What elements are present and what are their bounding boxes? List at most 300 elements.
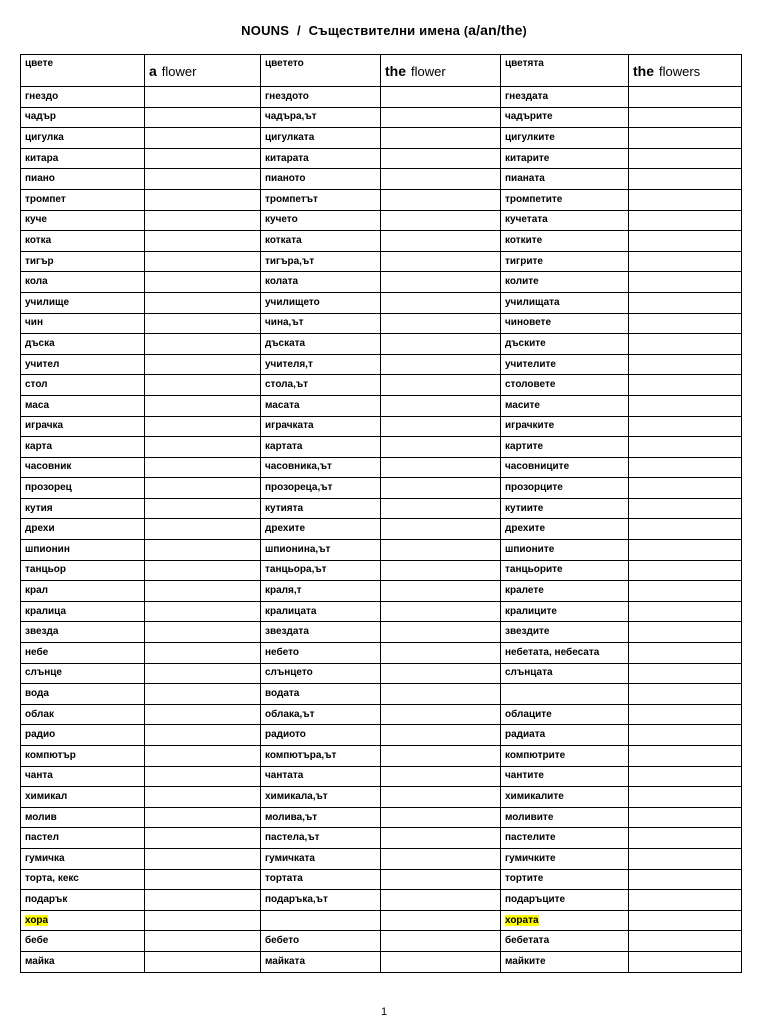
cell-english-plural[interactable]: [629, 148, 742, 169]
cell-plural: [501, 107, 629, 128]
cell-plural-text: компютрите: [505, 749, 566, 761]
cell-singular-text: молив: [25, 811, 57, 823]
cell-english-definite[interactable]: [381, 890, 501, 911]
header-article-the: the: [385, 62, 406, 79]
page-title: [0, 22, 768, 38]
cell-english-plural[interactable]: [629, 581, 742, 602]
cell-singular-text: чин: [25, 317, 43, 329]
cell-english-plural[interactable]: [629, 334, 742, 355]
cell-english-definite[interactable]: [381, 560, 501, 581]
cell-english-plural[interactable]: [629, 478, 742, 499]
cell-singular-text: играчка: [25, 420, 64, 432]
cell-singular-text: маса: [25, 399, 50, 411]
cell-english-plural[interactable]: [629, 437, 742, 458]
cell-definite-text: чадъра,ът: [265, 111, 317, 123]
cell-english-indefinite[interactable]: [145, 231, 261, 252]
cell-singular-text: тромпет: [25, 193, 66, 205]
cell-plural-text: тигрите: [505, 255, 543, 267]
cell-singular-text: компютър: [25, 749, 76, 761]
cell-english-definite[interactable]: [381, 437, 501, 458]
cell-english-definite[interactable]: [381, 684, 501, 705]
cell-singular-text: небе: [25, 646, 49, 658]
cell-english-indefinite[interactable]: [145, 581, 261, 602]
cell-english-definite[interactable]: [381, 498, 501, 519]
cell-english-plural[interactable]: [629, 684, 742, 705]
title-articles: a/an/the: [468, 22, 523, 38]
cell-english-definite[interactable]: [381, 189, 501, 210]
cell-singular-text: химикал: [25, 790, 68, 802]
cell-singular: [21, 622, 145, 643]
cell-plural-text: дрехите: [505, 523, 546, 535]
table-row: [21, 746, 742, 767]
cell-singular-text: гнездо: [25, 90, 59, 102]
cell-english-plural[interactable]: [629, 498, 742, 519]
cell-english-definite[interactable]: [381, 107, 501, 128]
cell-english-definite[interactable]: [381, 787, 501, 808]
cell-definite-text: молива,ът: [265, 811, 318, 823]
cell-english-indefinite[interactable]: [145, 354, 261, 375]
cell-singular: [21, 107, 145, 128]
table-row: [21, 581, 742, 602]
cell-english-plural[interactable]: [629, 746, 742, 767]
header-english-indefinite: [145, 55, 261, 87]
header-article-the-2: the: [633, 62, 654, 79]
table-row: [21, 375, 742, 396]
cell-definite: [261, 684, 381, 705]
cell-singular: [21, 704, 145, 725]
cell-plural: [501, 766, 629, 787]
cell-plural-text: гнездата: [505, 90, 549, 102]
cell-singular: [21, 210, 145, 231]
cell-english-indefinite[interactable]: [145, 725, 261, 746]
cell-plural-text: небетата, небесата: [505, 646, 600, 658]
cell-plural: [501, 169, 629, 190]
cell-singular: [21, 478, 145, 499]
cell-english-plural[interactable]: [629, 540, 742, 561]
cell-english-plural[interactable]: [629, 622, 742, 643]
cell-definite-text: слънцето: [265, 667, 313, 679]
table-row: [21, 231, 742, 252]
table-row: [21, 272, 742, 293]
cell-english-indefinite[interactable]: [145, 416, 261, 437]
cell-english-indefinite[interactable]: [145, 313, 261, 334]
cell-singular: [21, 581, 145, 602]
cell-english-plural[interactable]: [629, 457, 742, 478]
cell-english-plural[interactable]: [629, 210, 742, 231]
table-row: [21, 787, 742, 808]
cell-english-indefinite[interactable]: [145, 931, 261, 952]
cell-english-plural[interactable]: [629, 807, 742, 828]
cell-plural-text: котките: [505, 234, 543, 246]
cell-english-indefinite[interactable]: [145, 457, 261, 478]
cell-english-indefinite[interactable]: [145, 148, 261, 169]
cell-singular: [21, 189, 145, 210]
cell-english-indefinite[interactable]: [145, 189, 261, 210]
cell-singular-text: училище: [25, 296, 70, 308]
cell-english-indefinite[interactable]: [145, 848, 261, 869]
cell-english-definite[interactable]: [381, 313, 501, 334]
cell-english-definite[interactable]: [381, 704, 501, 725]
cell-english-indefinite[interactable]: [145, 807, 261, 828]
cell-singular: [21, 375, 145, 396]
cell-english-plural[interactable]: [629, 128, 742, 149]
cell-singular-text: котка: [25, 234, 52, 246]
cell-definite-text: китарата: [265, 152, 309, 164]
cell-english-plural[interactable]: [629, 189, 742, 210]
cell-definite: [261, 128, 381, 149]
cell-plural-text: звездите: [505, 626, 550, 638]
cell-plural-text: китарите: [505, 152, 550, 164]
cell-singular: [21, 601, 145, 622]
cell-english-plural[interactable]: [629, 169, 742, 190]
cell-definite: [261, 910, 381, 931]
cell-english-definite[interactable]: [381, 519, 501, 540]
cell-singular-text: вода: [25, 688, 49, 700]
table-row: [21, 478, 742, 499]
cell-english-indefinite[interactable]: [145, 128, 261, 149]
cell-english-definite[interactable]: [381, 354, 501, 375]
cell-english-plural[interactable]: [629, 313, 742, 334]
table-row: [21, 643, 742, 664]
cell-english-plural[interactable]: [629, 272, 742, 293]
cell-english-definite[interactable]: [381, 848, 501, 869]
title-paren-open: (: [463, 24, 469, 38]
cell-english-indefinite[interactable]: [145, 622, 261, 643]
cell-plural-text: слънцата: [505, 667, 553, 679]
cell-singular-text: майка: [25, 955, 55, 967]
cell-singular: [21, 416, 145, 437]
cell-english-definite[interactable]: [381, 128, 501, 149]
cell-definite-text: играчката: [265, 420, 314, 432]
cell-english-indefinite[interactable]: [145, 787, 261, 808]
cell-plural: [501, 663, 629, 684]
table-row: [21, 292, 742, 313]
table-row: [21, 107, 742, 128]
cell-definite-text: чина,ът: [265, 317, 304, 329]
cell-english-definite[interactable]: [381, 540, 501, 561]
cell-english-definite[interactable]: [381, 828, 501, 849]
cell-english-indefinite[interactable]: [145, 519, 261, 540]
cell-english-plural[interactable]: [629, 375, 742, 396]
cell-english-definite[interactable]: [381, 910, 501, 931]
cell-plural: [501, 334, 629, 355]
cell-plural: [501, 375, 629, 396]
cell-english-indefinite[interactable]: [145, 210, 261, 231]
cell-english-plural[interactable]: [629, 725, 742, 746]
title-paren-close: ): [522, 24, 527, 38]
cell-english-definite[interactable]: [381, 87, 501, 108]
table-row: [21, 210, 742, 231]
cell-definite-text: майката: [265, 955, 305, 967]
cell-english-indefinite[interactable]: [145, 251, 261, 272]
cell-english-plural[interactable]: [629, 354, 742, 375]
cell-definite: [261, 272, 381, 293]
cell-english-definite[interactable]: [381, 622, 501, 643]
cell-english-indefinite[interactable]: [145, 292, 261, 313]
cell-definite: [261, 437, 381, 458]
nouns-table: [20, 54, 742, 973]
cell-plural: [501, 910, 629, 931]
cell-definite: [261, 540, 381, 561]
cell-plural: [501, 313, 629, 334]
cell-english-definite[interactable]: [381, 746, 501, 767]
cell-english-definite[interactable]: [381, 375, 501, 396]
table-row: [21, 313, 742, 334]
cell-singular-text: дъска: [25, 337, 55, 349]
cell-singular: [21, 251, 145, 272]
cell-plural: [501, 519, 629, 540]
cell-definite-text: подаръка,ът: [265, 893, 328, 905]
cell-english-definite[interactable]: [381, 478, 501, 499]
cell-singular-text: звезда: [25, 626, 59, 638]
cell-english-plural[interactable]: [629, 704, 742, 725]
cell-english-plural[interactable]: [629, 910, 742, 931]
cell-english-definite[interactable]: [381, 725, 501, 746]
cell-singular-text: часовник: [25, 461, 72, 473]
cell-definite: [261, 519, 381, 540]
cell-definite: [261, 169, 381, 190]
table-row: [21, 540, 742, 561]
cell-english-definite[interactable]: [381, 869, 501, 890]
cell-english-indefinite[interactable]: [145, 910, 261, 931]
cell-plural: [501, 87, 629, 108]
cell-english-definite[interactable]: [381, 210, 501, 231]
cell-singular: [21, 128, 145, 149]
cell-english-indefinite[interactable]: [145, 869, 261, 890]
header-plural: цветята: [501, 55, 629, 87]
cell-english-plural[interactable]: [629, 560, 742, 581]
cell-english-definite[interactable]: [381, 581, 501, 602]
cell-english-definite[interactable]: [381, 601, 501, 622]
cell-singular-text: китара: [25, 152, 59, 164]
cell-definite-text: звездата: [265, 626, 309, 638]
cell-definite-text: дрехите: [265, 523, 306, 535]
cell-singular-text: карта: [25, 440, 53, 452]
cell-singular: [21, 787, 145, 808]
cell-english-plural[interactable]: [629, 601, 742, 622]
cell-english-definite[interactable]: [381, 231, 501, 252]
cell-plural: [501, 231, 629, 252]
table-row: [21, 189, 742, 210]
cell-english-plural[interactable]: [629, 395, 742, 416]
cell-definite-text: пастела,ът: [265, 832, 320, 844]
cell-english-definite[interactable]: [381, 931, 501, 952]
cell-english-definite[interactable]: [381, 395, 501, 416]
cell-english-indefinite[interactable]: [145, 890, 261, 911]
table-row: [21, 334, 742, 355]
table-row: [21, 951, 742, 972]
cell-plural-text: кучетата: [505, 214, 548, 226]
cell-english-plural[interactable]: [629, 869, 742, 890]
cell-plural: [501, 189, 629, 210]
cell-plural-text: подаръците: [505, 893, 566, 905]
cell-singular-text: радио: [25, 729, 56, 741]
cell-definite-text: облака,ът: [265, 708, 315, 720]
cell-english-indefinite[interactable]: [145, 951, 261, 972]
cell-english-indefinite[interactable]: [145, 107, 261, 128]
cell-definite: [261, 457, 381, 478]
cell-english-indefinite[interactable]: [145, 437, 261, 458]
cell-english-definite[interactable]: [381, 663, 501, 684]
cell-singular: [21, 869, 145, 890]
cell-singular: [21, 848, 145, 869]
cell-english-plural[interactable]: [629, 416, 742, 437]
cell-definite: [261, 746, 381, 767]
cell-plural: [501, 848, 629, 869]
title-slash: /: [296, 23, 301, 38]
cell-english-plural[interactable]: [629, 87, 742, 108]
cell-plural-text: прозорците: [505, 482, 563, 494]
cell-english-indefinite[interactable]: [145, 643, 261, 664]
cell-singular: [21, 910, 145, 931]
cell-plural: [501, 951, 629, 972]
cell-plural-text: чантите: [505, 770, 544, 782]
cell-english-indefinite[interactable]: [145, 375, 261, 396]
cell-english-indefinite[interactable]: [145, 498, 261, 519]
cell-singular-text: чанта: [25, 770, 53, 782]
cell-english-indefinite[interactable]: [145, 395, 261, 416]
cell-definite: [261, 375, 381, 396]
cell-english-indefinite[interactable]: [145, 684, 261, 705]
cell-english-plural[interactable]: [629, 107, 742, 128]
cell-definite: [261, 292, 381, 313]
cell-singular: [21, 87, 145, 108]
cell-english-plural[interactable]: [629, 951, 742, 972]
cell-singular: [21, 663, 145, 684]
cell-plural: [501, 601, 629, 622]
cell-definite: [261, 643, 381, 664]
cell-english-definite[interactable]: [381, 334, 501, 355]
cell-definite-text: пианото: [265, 173, 306, 185]
cell-english-definite[interactable]: [381, 643, 501, 664]
cell-plural: [501, 622, 629, 643]
cell-english-indefinite[interactable]: [145, 704, 261, 725]
table-row: [21, 766, 742, 787]
cell-singular-text: хора: [25, 914, 49, 926]
cell-plural-text: облаците: [505, 708, 552, 720]
cell-definite: [261, 581, 381, 602]
cell-plural-text: кралиците: [505, 605, 557, 617]
table-row: [21, 869, 742, 890]
cell-plural-text: тромпетите: [505, 193, 563, 205]
cell-definite-text: кучето: [265, 214, 298, 226]
cell-singular-text: бебе: [25, 935, 49, 947]
cell-english-definite[interactable]: [381, 766, 501, 787]
cell-english-plural[interactable]: [629, 890, 742, 911]
cell-english-plural[interactable]: [629, 787, 742, 808]
cell-english-definite[interactable]: [381, 457, 501, 478]
cell-english-definite[interactable]: [381, 169, 501, 190]
cell-plural-text: радиата: [505, 729, 546, 741]
cell-plural: [501, 416, 629, 437]
title-bulgarian: Съществителни имена: [308, 23, 461, 38]
cell-singular-text: тигър: [25, 255, 54, 267]
cell-english-plural[interactable]: [629, 231, 742, 252]
cell-english-indefinite[interactable]: [145, 169, 261, 190]
cell-definite-text: гумичката: [265, 852, 315, 864]
cell-singular: [21, 560, 145, 581]
cell-english-indefinite[interactable]: [145, 272, 261, 293]
cell-plural: [501, 869, 629, 890]
cell-english-definite[interactable]: [381, 251, 501, 272]
table-row: [21, 684, 742, 705]
cell-singular: [21, 890, 145, 911]
cell-english-plural[interactable]: [629, 643, 742, 664]
cell-plural: [501, 807, 629, 828]
cell-english-plural[interactable]: [629, 848, 742, 869]
cell-singular-text: слънце: [25, 667, 62, 679]
cell-plural-text: гумичките: [505, 852, 556, 864]
cell-english-plural[interactable]: [629, 828, 742, 849]
cell-plural-text: кралете: [505, 585, 544, 597]
cell-definite-text: краля,т: [265, 585, 302, 597]
cell-english-indefinite[interactable]: [145, 478, 261, 499]
cell-english-definite[interactable]: [381, 807, 501, 828]
cell-definite-text: картата: [265, 440, 303, 452]
table-header-row: [21, 55, 742, 87]
cell-english-indefinite[interactable]: [145, 540, 261, 561]
cell-plural-text: картите: [505, 440, 544, 452]
cell-english-indefinite[interactable]: [145, 601, 261, 622]
cell-plural-text: учителите: [505, 358, 556, 370]
cell-singular-text: шпионин: [25, 543, 70, 555]
header-word-flower-2: flower: [411, 63, 446, 79]
cell-english-indefinite[interactable]: [145, 663, 261, 684]
cell-english-indefinite[interactable]: [145, 334, 261, 355]
cell-plural-text: кутиите: [505, 502, 544, 514]
cell-english-indefinite[interactable]: [145, 87, 261, 108]
cell-plural: [501, 684, 629, 705]
cell-singular-text: куче: [25, 214, 47, 226]
cell-plural: [501, 890, 629, 911]
cell-singular: [21, 746, 145, 767]
cell-english-plural[interactable]: [629, 292, 742, 313]
cell-plural: [501, 251, 629, 272]
cell-english-definite[interactable]: [381, 951, 501, 972]
cell-definite: [261, 251, 381, 272]
cell-plural-text: чиновете: [505, 317, 552, 329]
cell-singular: [21, 540, 145, 561]
cell-english-plural[interactable]: [629, 251, 742, 272]
cell-english-plural[interactable]: [629, 663, 742, 684]
cell-definite-text: тромпетът: [265, 193, 318, 205]
cell-plural: [501, 828, 629, 849]
cell-plural: [501, 540, 629, 561]
cell-singular-text: кола: [25, 276, 48, 288]
cell-english-plural[interactable]: [629, 931, 742, 952]
cell-english-indefinite[interactable]: [145, 560, 261, 581]
cell-english-indefinite[interactable]: [145, 746, 261, 767]
cell-english-plural[interactable]: [629, 519, 742, 540]
cell-english-definite[interactable]: [381, 272, 501, 293]
cell-singular-text: подарък: [25, 893, 68, 905]
table-row: [21, 890, 742, 911]
table-row: [21, 437, 742, 458]
cell-english-definite[interactable]: [381, 416, 501, 437]
cell-plural: [501, 210, 629, 231]
cell-english-indefinite[interactable]: [145, 766, 261, 787]
cell-plural: [501, 643, 629, 664]
cell-english-plural[interactable]: [629, 766, 742, 787]
cell-english-definite[interactable]: [381, 148, 501, 169]
cell-english-indefinite[interactable]: [145, 828, 261, 849]
cell-plural-text: играчките: [505, 420, 555, 432]
table-row: [21, 148, 742, 169]
cell-plural-text: шпионите: [505, 543, 555, 555]
cell-english-definite[interactable]: [381, 292, 501, 313]
cell-definite-text: цигулката: [265, 131, 315, 143]
cell-definite-text: радиото: [265, 729, 306, 741]
